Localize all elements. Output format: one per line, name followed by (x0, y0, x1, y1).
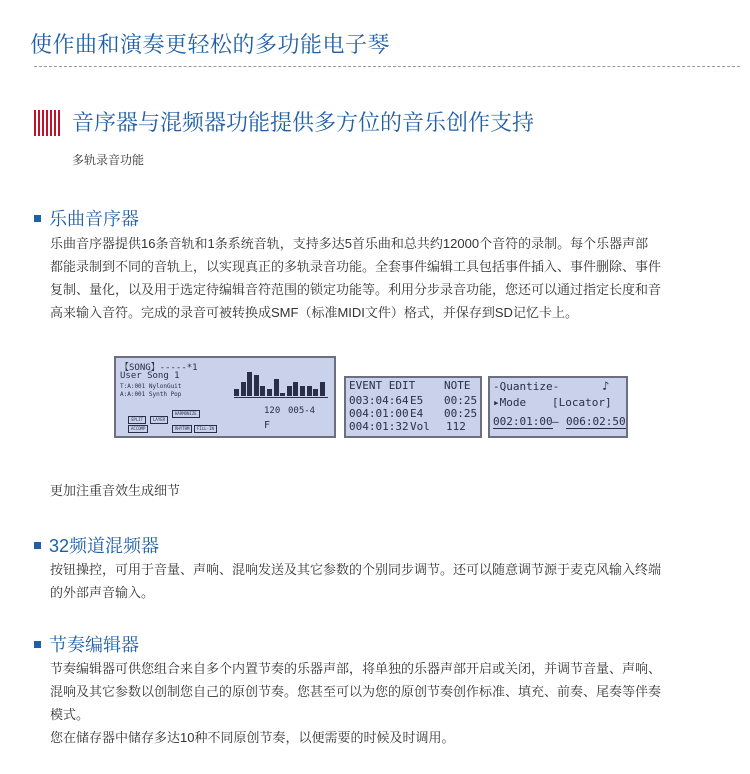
level-bar (307, 386, 312, 397)
lcd-line: A:A:001 Synth Pop (120, 391, 182, 398)
lcd-quantize-title: -Quantize- (493, 380, 560, 393)
lcd-event-len: 112 (446, 420, 466, 433)
level-bar (241, 382, 246, 396)
lcd-event-edit-screen (344, 376, 482, 438)
level-bar (234, 389, 239, 396)
note-icon: ♪ (602, 379, 610, 393)
lcd-mode-label: ▸Mode (493, 396, 527, 409)
lcd-track-scale (234, 397, 328, 401)
level-bar (320, 382, 325, 396)
level-bar (300, 386, 305, 397)
lcd-event-val: Vol (410, 420, 430, 433)
paragraph-line: 您在储存器中储存多达10种不同原创节奏，以便需要的时候及时调用。 (50, 730, 455, 745)
lcd-event-val: E4 (410, 407, 424, 420)
paragraph-line: 乐曲音序器提供16条音轨和1条系统音轨，支持多达5首乐曲和总共约12000个音符的录制。每个乐器声部 (50, 236, 649, 251)
feature-title-text: 节奏编辑器 (49, 635, 139, 655)
lcd-layer-indicator: LAYER (150, 416, 168, 424)
lcd-fillin-indicator: FILL-IN (194, 425, 217, 433)
paragraph-line: 复制、量化，以及用于选定待编辑音符范围的锁定功能等。利用分步录音功能，您还可以通过指定长度和音 (50, 282, 662, 297)
square-bullet-icon (34, 542, 41, 549)
lcd-line: 【SONG】-----*1 (120, 363, 198, 373)
level-bar (293, 382, 298, 396)
feature-title-rhythm-editor (34, 631, 139, 657)
red-bars-icon (34, 110, 60, 136)
feature-title-text: 乐曲音序器 (49, 209, 139, 229)
lcd-quantize-screen (488, 376, 628, 438)
lcd-range-end: 006:02:50 (566, 415, 626, 428)
lcd-event-pos: 004:01:32 (349, 420, 409, 433)
square-bullet-icon (34, 641, 41, 648)
level-bar (280, 393, 285, 397)
level-bar (313, 389, 318, 396)
paragraph-line: 的外部声音输入。 (50, 585, 155, 600)
lcd-event-val: E5 (410, 394, 424, 407)
lcd-song-screen (114, 356, 336, 438)
feature-desc-rhythm-editor (50, 657, 740, 749)
lcd-event-pos: 004:01:00 (349, 407, 409, 420)
lcd-harmonize-indicator: HARMONIZE (172, 410, 200, 418)
lcd-rhythm-indicator: RHYTHM (172, 425, 192, 433)
paragraph-line: 高来输入音符。完成的录音可被转换成SMF（标准MIDI文件）格式，并保存到SD记忆卡上。 (50, 305, 578, 320)
level-bar (260, 386, 265, 397)
paragraph-line: 模式。 (50, 707, 90, 722)
lcd-note-header: NOTE (444, 379, 471, 392)
lcd-mode-value: [Locator] (552, 396, 612, 409)
lcd-event-len: 00:25 (444, 407, 478, 420)
level-bar (267, 389, 272, 396)
paragraph-line: 按钮操控，可用于音量、声响、混响发送及其它参数的个别同步调节。还可以随意调节源于麦克风输入终端 (50, 562, 662, 577)
lcd-event-len: 00:25 (444, 394, 478, 407)
paragraph-line: 节奏编辑器可供您组合来自多个内置节奏的乐器声部，将单独的乐器声部开启或关闭，并调节音量、声响、 (50, 661, 662, 676)
level-bar (274, 379, 279, 397)
lcd-range-dash: — (552, 415, 559, 428)
lcd-line: T:A:001 NylonGuit (120, 383, 182, 390)
lcd-range-start: 002:01:00 (493, 415, 553, 428)
caption: 更加注重音效生成细节 (50, 483, 181, 498)
lcd-level-meter (234, 368, 328, 396)
page-title: 使作曲和演奏更轻松的多功能电子琴 (30, 32, 391, 57)
dashed-divider (34, 66, 740, 67)
lcd-accomp-indicator: ACCOMP (128, 425, 148, 433)
section-title: 音序器与混频器功能提供多方位的音乐创作支持 (72, 110, 535, 135)
lcd-f-label: F (264, 420, 271, 431)
feature-desc-song-sequencer (50, 232, 740, 324)
section-subtitle: 多轨录音功能 (72, 153, 145, 167)
feature-title-text: 32频道混频器 (49, 536, 160, 556)
lcd-split-indicator: SPLIT (128, 416, 146, 424)
level-bar (287, 386, 292, 397)
lcd-tempo: 120 (264, 406, 281, 416)
lcd-event-header: EVENT EDIT (349, 379, 416, 392)
lcd-line: User Song 1 (120, 371, 180, 381)
level-bar (254, 375, 259, 396)
level-bar (247, 372, 252, 397)
square-bullet-icon (34, 215, 41, 222)
feature-desc-mixer (50, 558, 740, 604)
paragraph-line: 混响及其它参数以创制您自己的原创节奏。您甚至可以为您的原创节奏创作标准、填充、前奏、尾奏等伴奏 (50, 684, 662, 699)
lcd-event-pos: 003:04:64 (349, 394, 409, 407)
paragraph-line: 都能录制到不同的音轨上，以实现真正的多轨录音功能。全套事件编辑工具包括事件插入、事件删除、事件 (50, 259, 662, 274)
feature-title-mixer (34, 532, 159, 558)
lcd-measure: 005-4 (288, 406, 316, 416)
feature-title-song-sequencer (34, 205, 139, 231)
